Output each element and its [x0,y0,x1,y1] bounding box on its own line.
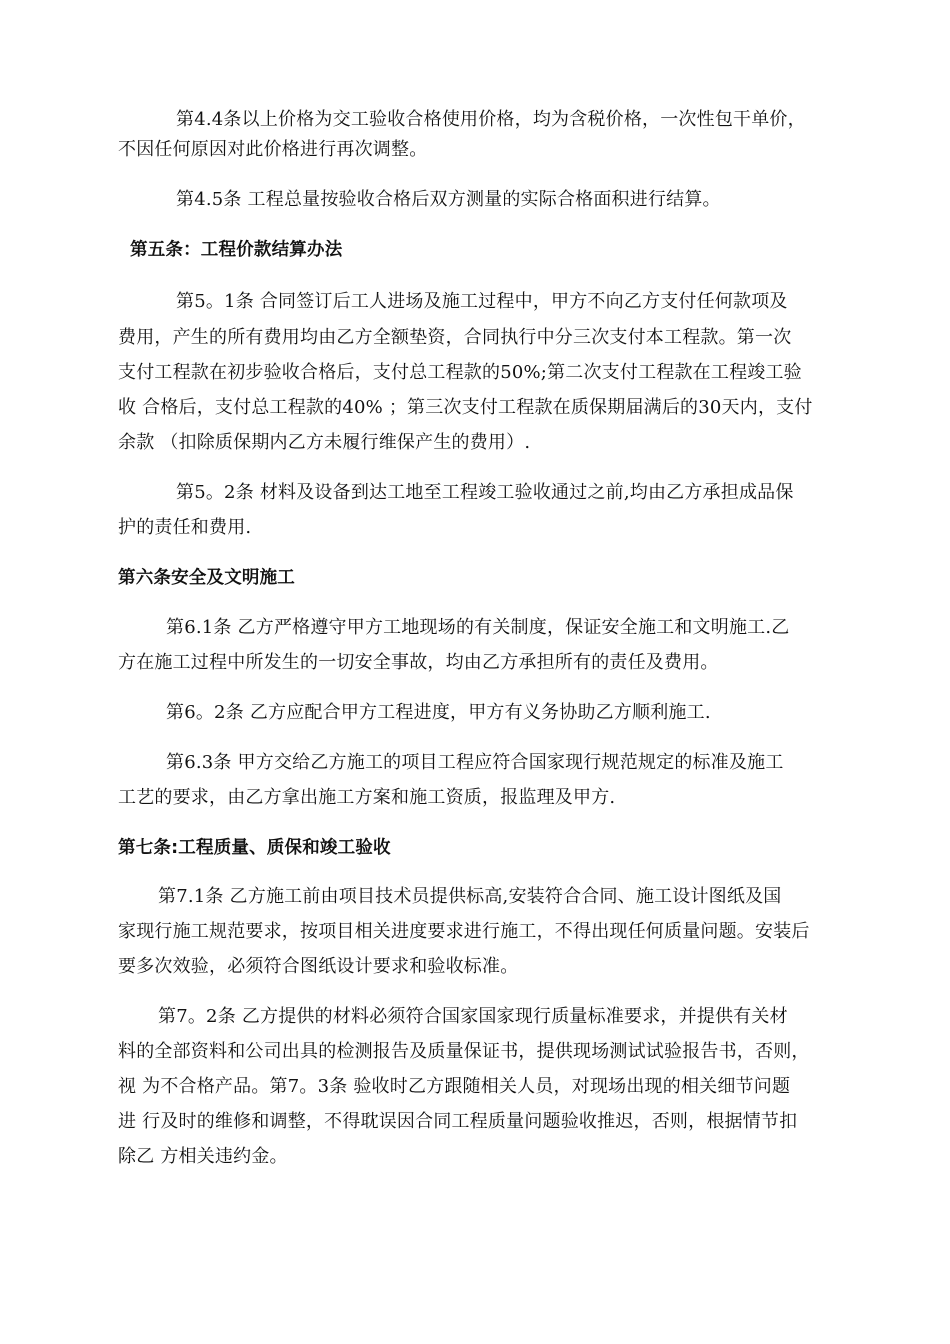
text-line: 第6.3条 甲方交给乙方施工的项目工程应符合国家现行规范规定的标准及施工 [166,752,784,773]
text-line: 第5。2条 材料及设备到达工地至工程竣工验收通过之前,均由乙方承担成品保 [176,482,794,503]
text-line: 第6。2条 乙方应配合甲方工程进度，甲方有义务协助乙方顺利施工. [166,702,711,723]
text-line: 方在施工过程中所发生的一切安全事故，均由乙方承担所有的责任及费用。 [118,652,719,673]
text-line: 进 行及时的维修和调整，不得耽误因合同工程质量问题验收推迟，否则，根据情节扣 [118,1111,798,1132]
text-line: 第7。2条 乙方提供的材料必须符合国家国家现行质量标准要求，并提供有关材 [158,1006,788,1027]
text-line: 第6.1条 乙方严格遵守甲方工地现场的有关制度，保证安全施工和文明施工.乙 [166,617,790,638]
section-heading: 第五条：工程价款结算办法 [130,240,343,260]
section-heading: 第六条安全及文明施工 [118,568,295,588]
section-heading: 第七条:工程质量、质保和竣工验收 [118,838,391,858]
text-line: 余款 （扣除质保期内乙方未履行维保产生的费用）. [118,432,531,453]
text-line: 护的责任和费用. [118,517,252,538]
text-line: 费用，产生的所有费用均由乙方全额垫资，合同执行中分三次支付本工程款。第一次 [118,327,792,348]
text-line: 视 为不合格产品。第7。3条 验收时乙方跟随相关人员，对现场出现的相关细节问题 [118,1076,791,1097]
text-line: 第7.1条 乙方施工前由项目技术员提供标高,安装符合合同、施工设计图纸及国 [158,886,782,907]
text-line: 不因任何原因对此价格进行再次调整。 [118,139,428,160]
text-line: 要多次效验，必须符合图纸设计要求和验收标准。 [118,956,519,977]
text-line: 支付工程款在初步验收合格后，支付总工程款的50%;第二次支付工程款在工程竣工验 [118,362,802,383]
text-line: 收 合格后，支付总工程款的40% ；第三次支付工程款在质保期届满后的30天内，支付 [118,397,813,418]
text-line: 料的全部资料和公司出具的检测报告及质量保证书，提供现场测试试验报告书，否则， [118,1041,810,1062]
text-line: 工艺的要求，由乙方拿出施工方案和施工资质，报监理及甲方. [118,787,616,808]
text-line: 第4.4条以上价格为交工验收合格使用价格，均为含税价格，一次性包干单价， [176,109,806,130]
text-line: 第4.5条 工程总量按验收合格后双方测量的实际合格面积进行结算。 [176,189,721,210]
text-line: 第5。1条 合同签订后工人进场及施工过程中，甲方不向乙方支付任何款项及 [176,291,788,312]
text-line: 除乙 方相关违约金。 [118,1146,288,1167]
text-line: 家现行施工规范要求，按项目相关进度要求进行施工，不得出现任何质量问题。安装后 [118,921,810,942]
